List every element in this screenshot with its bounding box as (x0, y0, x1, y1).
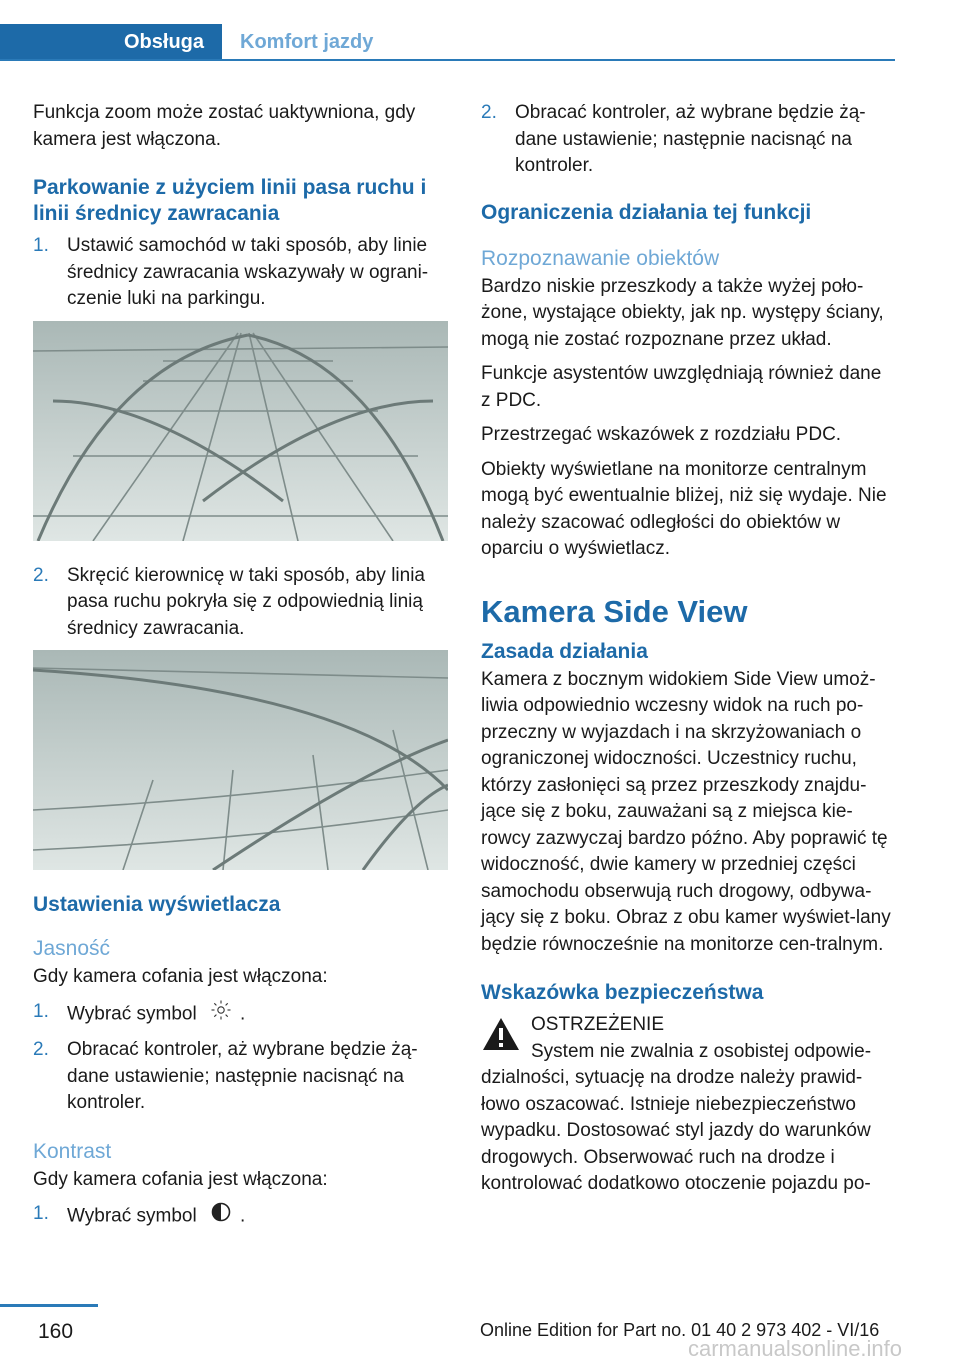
contrast-icon (210, 1201, 232, 1232)
step-text: Skręcić kierownicę w taki sposób, aby linia pasa ruchu pokryła się z odpowiednią linią średnicy zawracania. (67, 564, 425, 639)
camera-view-figure-1 (33, 321, 448, 541)
right-column (481, 100, 896, 1198)
tab-obsluga[interactable]: Obsługa (0, 24, 222, 61)
principle-text: Kamera z bocznym widokiem Side View umoż‐liwia odpowiednio wczesny widok na ruch po‐przeczny w wyjazdach i na skrzyżowaniach o ograniczonej widoczności. Uczestnicy ruchu, którzy zasłonięci są przez przeszkody znajdu‐jące się z boku, zauważani są z miejsca kie‐rowcy zazwyczaj bardzo późno. Aby poprawić tę widoczność, dwie kamery w przedniej części samochodu obserwują ruch drogowy, odbywa‐jący się z boku. Obraz z obu kamer wyświet‐lany będzie równocześnie na monitorze cen‐tralnym. (481, 668, 891, 955)
step-number: 2. (481, 102, 497, 123)
step-text: Wybrać symbol (67, 1205, 197, 1227)
step-number: 1. (33, 235, 49, 256)
page-number: 160 (38, 1320, 74, 1343)
camera-view-figure-2 (33, 650, 448, 870)
header-tabbar (0, 24, 895, 61)
step-trailing: . (239, 1205, 246, 1227)
edition-info: Online Edition for Part no. 01 40 2 973 402 - VI/16 (480, 1320, 880, 1340)
watermark: carmanualsonline.info (688, 1336, 903, 1361)
step-text: Ustawić samochód w taki sposób, aby linie średnicy zawracania wskazywały w ograni‐czenie luki na parkingu. (67, 235, 429, 309)
header-rule (0, 59, 895, 61)
contrast-step-1 (33, 1201, 448, 1232)
step-number: 1. (33, 1203, 49, 1224)
object-recognition-p3: Przestrzegać wskazówek z rozdziału PDC. (481, 424, 842, 445)
step-text: Wybrać symbol (67, 1002, 197, 1024)
step-2 (33, 563, 448, 643)
warning-block (481, 1012, 896, 1065)
warning-label: OSTRZEŻENIE (531, 1014, 665, 1035)
contrast-intro: Gdy kamera cofania jest włączona: (33, 1168, 328, 1190)
warning-text: dzialności, sytuację na drodze należy prawid‐łowo oszacować. Istnieje niebezpieczeństwo wypadku. Dostosować styl jazdy do warunków drogowych. Obserwować ruch na drodze i kontrolować dodatkowo otoczenie pojazdu po‐ (481, 1067, 871, 1194)
object-recognition-p2: Funkcje asystentów uwzględniają również dane z PDC. (481, 363, 882, 411)
warning-first-line: System nie zwalnia z osobistej odpowie‐ (531, 1040, 872, 1062)
brightness-step-2 (33, 1037, 448, 1117)
chapter-title: Kamera Side View (481, 593, 748, 629)
contrast-step-2 (481, 100, 896, 180)
contrast-title: Kontrast (33, 1139, 112, 1163)
intro-text: Funkcja zoom może zostać uaktywniona, gdy kamera jest włączona. (33, 102, 416, 150)
tab-komfort-jazdy[interactable]: Komfort jazdy (240, 31, 374, 53)
step-number: 1. (33, 1000, 49, 1022)
object-recognition-p4: Obiekty wyświetlane na monitorze centralnym mogą być ewentualnie bliżej, niż się wydaje. Nie należy szacować odległości do obiektów w oparciu o wyświetlacz. (481, 458, 887, 559)
step-text: Obracać kontroler, aż wybrane będzie żą‐dane ustawienie; następnie nacisnąć na kontroler. (67, 1039, 418, 1113)
principle-title: Zasada działania (481, 639, 648, 663)
safety-title: Wskazówka bezpieczeństwa (481, 981, 764, 1004)
step-trailing: . (239, 1002, 246, 1024)
sun-icon (210, 999, 232, 1030)
brightness-step-1 (33, 999, 448, 1030)
object-recognition-p1: Bardzo niskie przeszkody a także wyżej poło‐żone, wystające obiekty, jak np. występy ściany, mogą nie zostać rozpoznane przez układ. (481, 275, 884, 350)
page-number-rule (0, 1304, 98, 1307)
left-column (33, 100, 448, 1240)
step-text: Obracać kontroler, aż wybrane będzie żą‐dane ustawienie; następnie nacisnąć na kontroler. (515, 102, 866, 176)
brightness-title: Jasność (33, 937, 111, 960)
step-1 (33, 233, 448, 313)
brightness-intro: Gdy kamera cofania jest włączona: (33, 966, 328, 987)
section-display-settings-title: Ustawienia wyświetlacza (33, 893, 281, 916)
camera-view-illustration-2 (33, 650, 448, 870)
page-footer (0, 1304, 960, 1362)
object-recognition-title: Rozpoznawanie obiektów (481, 246, 720, 270)
section-parking-title: Parkowanie z użyciem linii pasa ruchu i linii średnicy zawracania (33, 176, 427, 225)
warning-triangle-icon (481, 1016, 521, 1061)
step-number: 2. (33, 1039, 49, 1060)
step-number: 2. (33, 564, 49, 586)
camera-view-illustration-1 (33, 321, 448, 541)
limits-title: Ograniczenia działania tej funkcji (481, 200, 812, 224)
